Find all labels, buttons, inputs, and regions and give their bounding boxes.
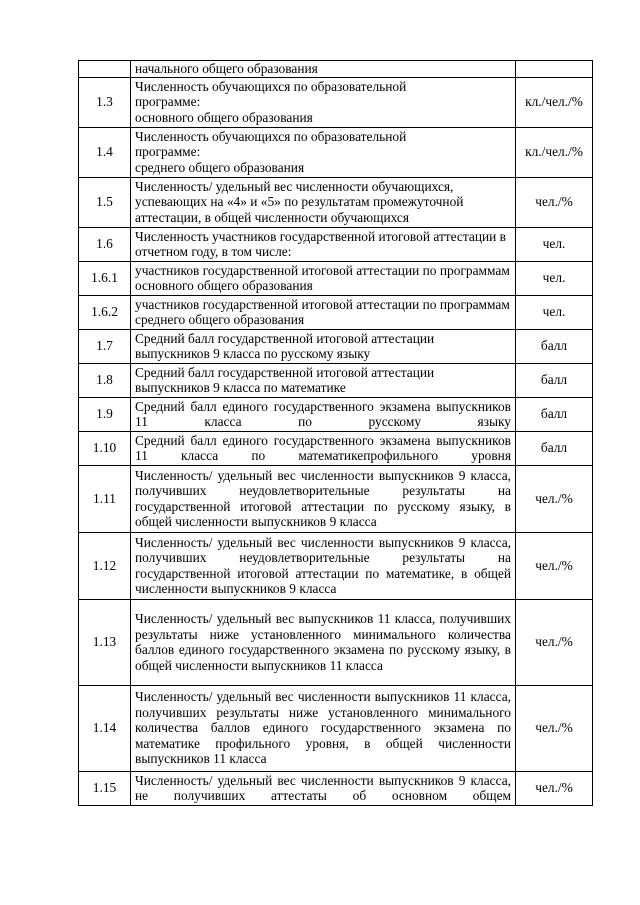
row-number: 1.9 — [79, 397, 131, 431]
indicator-line: программе: — [135, 94, 201, 110]
indicator-text: Средний балл государственной итоговой аттестации выпускников 9 класса по математике — [131, 363, 516, 397]
row-number: 1.6.2 — [79, 295, 131, 329]
row-number: 1.12 — [79, 532, 131, 599]
table-row — [79, 771, 593, 805]
unit-cell: кл./чел./% — [516, 127, 593, 177]
unit-cell: чел. — [516, 227, 593, 261]
unit-cell: чел./% — [516, 465, 593, 532]
unit-cell: балл — [516, 397, 593, 431]
indicator-text: Численность участников государственной итоговой аттестации в отчетном году, в том числе: — [131, 227, 516, 261]
row-number: 1.14 — [79, 685, 131, 771]
table-row — [79, 295, 593, 329]
unit-cell: чел./% — [516, 599, 593, 685]
row-number: 1.7 — [79, 329, 131, 363]
indicator-line: Численность обучающихся по образовательной — [135, 78, 407, 94]
table-row — [79, 363, 593, 397]
unit-cell — [516, 61, 593, 78]
table-row — [79, 431, 593, 465]
row-number: 1.6 — [79, 227, 131, 261]
table-row — [79, 465, 593, 532]
unit-cell: чел./% — [516, 685, 593, 771]
indicator-text: Средний балл государственной итоговой аттестации выпускников 9 класса по русскому языку — [131, 329, 516, 363]
indicator-text: участников государственной итоговой аттестации по программам среднего общего образования — [131, 295, 516, 329]
unit-cell: кл./чел./% — [516, 77, 593, 127]
row-number: 1.13 — [79, 599, 131, 685]
indicator-text: Средний балл единого государственного экзамена выпускников 11 класса по русскому языку — [131, 397, 516, 431]
indicator-line: среднего общего образования — [135, 159, 305, 175]
unit-cell: чел./% — [516, 771, 593, 805]
indicator-text: Численность/ удельный вес численности выпускников 9 класса, получивших неудовлетворительные результаты на государственной итоговой аттестации по русскому языку, в общей численности выпускников 9 класса — [131, 465, 516, 532]
unit-cell: балл — [516, 329, 593, 363]
table-row — [79, 77, 593, 127]
indicator-line: основного общего образования — [135, 109, 313, 125]
indicator-text: Численность/ удельный вес численности выпускников 9 класса, получивших неудовлетворительные результаты на государственной итоговой аттестации по математике, в общей численности выпускников 9 класса — [131, 532, 516, 599]
table-row — [79, 397, 593, 431]
row-number: 1.11 — [79, 465, 131, 532]
indicator-line: Численность обучающихся по образовательной — [135, 128, 407, 144]
unit-cell: чел. — [516, 261, 593, 295]
indicator-text — [131, 61, 516, 78]
table-row — [79, 685, 593, 771]
table-row — [79, 227, 593, 261]
table-row — [79, 177, 593, 227]
row-number: 1.10 — [79, 431, 131, 465]
indicator-text: Численность/ удельный вес численности выпускников 9 класса, не получивших аттестаты об основном общем — [131, 771, 516, 805]
indicator-text: Численность/ удельный вес выпускников 11 класса, получивших результаты ниже установленного минимального количества баллов единого государственного экзамена по русскому языку, в общей численности выпускников 11 класса — [131, 599, 516, 685]
unit-cell: чел. — [516, 295, 593, 329]
indicator-text — [131, 127, 516, 177]
row-number: 1.15 — [79, 771, 131, 805]
unit-cell: чел./% — [516, 177, 593, 227]
indicator-text: Численность/ удельный вес численности обучающихся, успевающих на «4» и «5» по результатам промежуточной аттестации, в общей численности обучающихся — [131, 177, 516, 227]
indicator-text — [131, 77, 516, 127]
row-number: 1.3 — [79, 77, 131, 127]
indicator-line: программе: — [135, 144, 201, 160]
indicator-text: Средний балл единого государственного экзамена выпускников 11 класса по математикепрофильного уровня — [131, 431, 516, 465]
indicators-table — [78, 60, 593, 806]
unit-cell: чел./% — [516, 532, 593, 599]
indicator-text: Численность/ удельный вес численности выпускников 11 класса, получивших результаты ниже установленного минимального количества баллов единого государственного экзамена по математике профильного уровня, в общей численности выпускников 11 класса — [131, 685, 516, 771]
indicator-line: начального общего образования — [135, 61, 318, 76]
table-row — [79, 532, 593, 599]
row-number: 1.8 — [79, 363, 131, 397]
row-number: 1.4 — [79, 127, 131, 177]
table-row — [79, 329, 593, 363]
table-row — [79, 261, 593, 295]
table-row — [79, 61, 593, 78]
row-number: 1.5 — [79, 177, 131, 227]
row-number — [79, 61, 131, 78]
row-number: 1.6.1 — [79, 261, 131, 295]
indicator-text: участников государственной итоговой аттестации по программам основного общего образования — [131, 261, 516, 295]
unit-cell: балл — [516, 363, 593, 397]
unit-cell: балл — [516, 431, 593, 465]
table-row — [79, 599, 593, 685]
table-row — [79, 127, 593, 177]
